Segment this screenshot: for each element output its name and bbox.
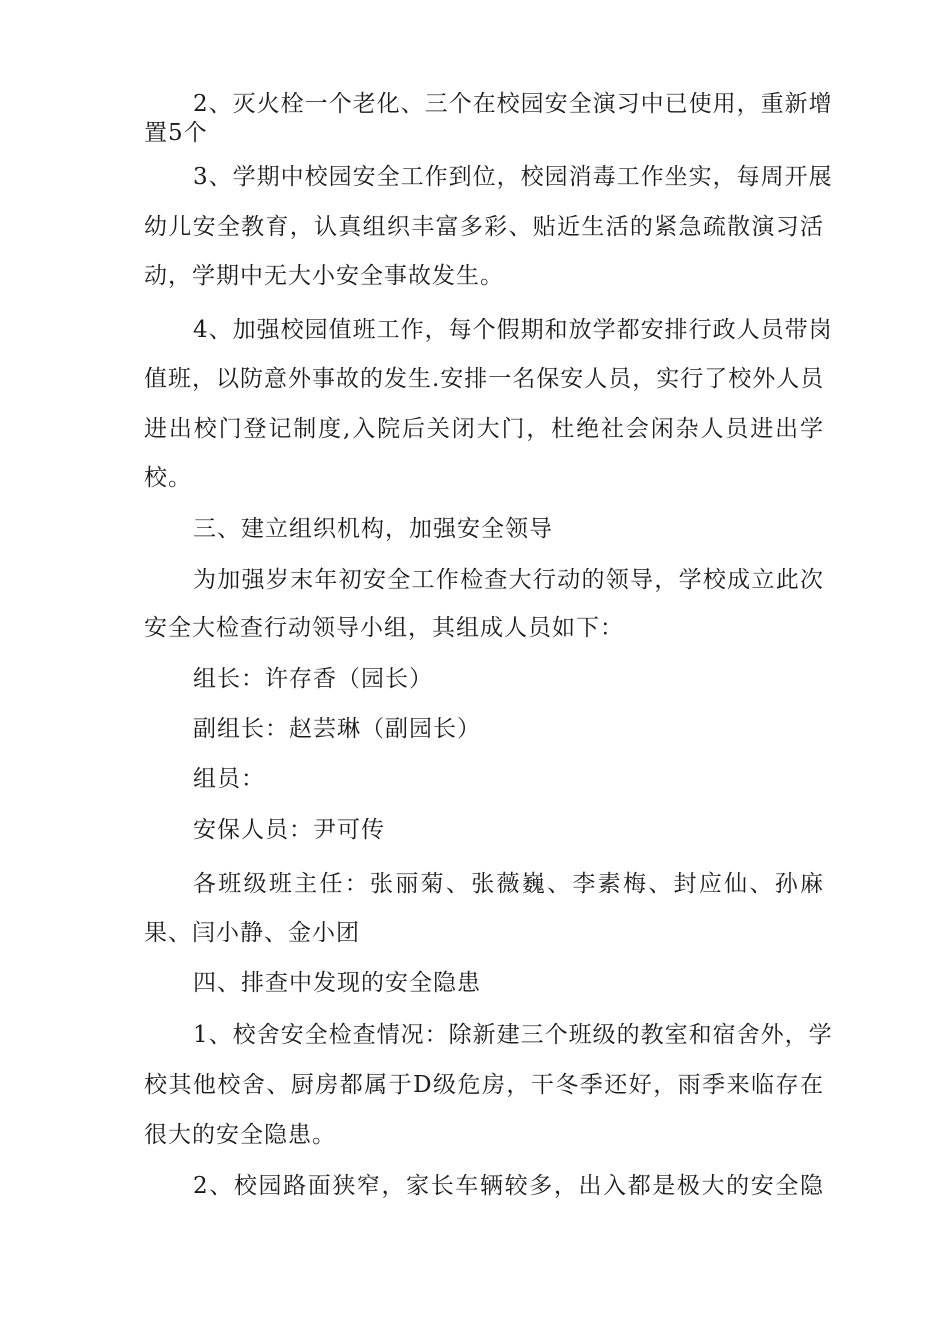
- paragraph-line: 4、加强校园值班工作，每个假期和放学都安排行政人员带岗: [193, 317, 833, 343]
- section-heading: 四、排查中发现的安全隐患: [193, 970, 481, 996]
- paragraph-line: 校。: [144, 465, 192, 491]
- paragraph-line: 各班级班主任：张丽菊、张薇巍、李素梅、封应仙、孙麻: [193, 871, 824, 897]
- members-line: 组员：: [193, 766, 265, 792]
- paragraph-line: 值班，以防意外事故的发生.安排一名保安人员，实行了校外人员: [144, 366, 825, 392]
- deputy-leader-line: 副组长：赵芸琳（副园长）: [193, 716, 481, 742]
- paragraph-line: 3、学期中校园安全工作到位，校园消毒工作坐实，每周开展: [193, 164, 833, 190]
- paragraph-line: 2、灭火栓一个老化、三个在校园安全演习中已使用，重新增: [193, 91, 833, 117]
- security-staff-line: 安保人员：尹可传: [193, 817, 385, 843]
- paragraph-line: 2、校园路面狭窄，家长车辆较多，出入都是极大的安全隐: [193, 1173, 824, 1199]
- section-heading: 三、建立组织机构，加强安全领导: [193, 516, 553, 542]
- paragraph-line: 1、校舍安全检查情况：除新建三个班级的教室和宿舍外，学: [193, 1022, 833, 1048]
- leader-line: 组长：许存香（园长）: [193, 666, 433, 692]
- paragraph-line: 很大的安全隐患。: [144, 1122, 336, 1148]
- paragraph-line: 进出校门登记制度,入院后关闭大门，杜绝社会闲杂人员进出学: [144, 416, 824, 442]
- paragraph-line: 果、闫小静、金小团: [144, 920, 360, 946]
- paragraph-line: 置5个: [144, 120, 208, 146]
- paragraph-line: 为加强岁末年初安全工作检查大行动的领导，学校成立此次: [193, 567, 824, 593]
- paragraph-line: 动，学期中无大小安全事故发生。: [144, 263, 504, 289]
- paragraph-line: 安全大检查行动领导小组，其组成人员如下：: [144, 615, 624, 641]
- paragraph-line: 校其他校舍、厨房都属于D级危房，干冬季还好，雨季来临存在: [144, 1072, 824, 1098]
- paragraph-line: 幼儿安全教育，认真组织丰富多彩、贴近生活的紧急疏散演习活: [144, 214, 824, 240]
